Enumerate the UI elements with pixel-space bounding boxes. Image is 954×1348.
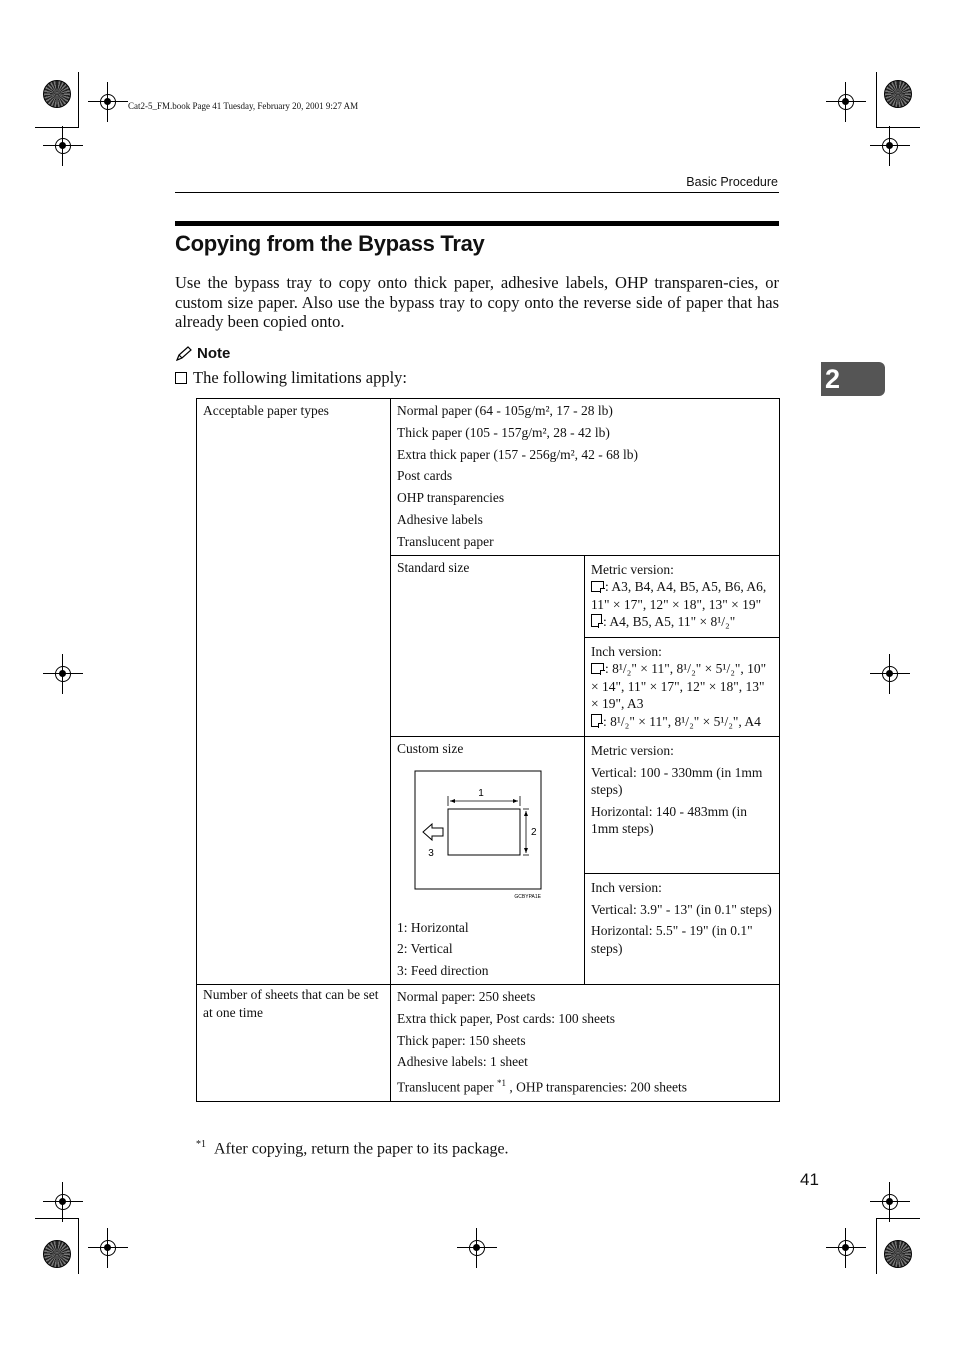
note-heading [175, 345, 230, 362]
legend-item: 2: Vertical [397, 941, 453, 957]
crosshair-mark [870, 126, 910, 166]
list-item: Thick paper (105 - 157g/m², 28 - 42 lb) [397, 424, 610, 440]
inch-vertical: Vertical: 3.9" - 13" (in 0.1" steps) [591, 901, 772, 917]
crosshair-mark [88, 1228, 128, 1268]
crop-line [876, 1218, 920, 1219]
standard-size-label: Standard size [391, 555, 585, 737]
crosshair-mark [870, 1182, 910, 1222]
list-item: Extra thick paper (157 - 256g/m², 42 - 68 lb) [397, 446, 638, 462]
registration-disc-bottom-left [43, 1240, 71, 1268]
paper-types-cell [391, 399, 780, 556]
note-bullet-text: The following limitations apply: [193, 368, 408, 387]
note-bullet [175, 368, 407, 388]
custom-size-label: Custom size [397, 741, 464, 757]
crosshair-mark [43, 654, 83, 694]
crop-line [78, 72, 79, 128]
list-item: Translucent paper $^{*1}$ , OHP transparencies: 200 sheets [397, 1078, 687, 1095]
list-item: Adhesive labels [397, 511, 483, 527]
landscape-orientation-icon [591, 663, 604, 674]
custom-inch-cell [585, 874, 780, 985]
pencil-icon [175, 346, 193, 362]
list-item: Thick paper: 150 sheets [397, 1032, 526, 1048]
crosshair-mark [43, 1182, 83, 1222]
figure-code: GCBYPA1E [514, 893, 541, 900]
crosshair-mark [826, 1228, 866, 1268]
landscape-orientation-icon [591, 581, 604, 592]
registration-disc-top-right [884, 80, 912, 108]
portrait-orientation-icon [591, 614, 602, 627]
crosshair-mark [870, 654, 910, 694]
figure-label-3: 3 [428, 847, 434, 859]
custom-metric-cell [585, 737, 780, 874]
list-item: Normal paper: 250 sheets [397, 989, 536, 1005]
title-bar [175, 221, 779, 226]
metric-title: Metric version: [591, 561, 674, 577]
footnote [196, 1139, 509, 1158]
crop-line [35, 1218, 79, 1219]
list-item: OHP transparencies [397, 490, 505, 506]
inch-title: Inch version: [591, 880, 662, 896]
legend-item: 3: Feed direction [397, 963, 489, 979]
header-rule [175, 192, 779, 193]
footnote-ref: *1 [496, 1078, 506, 1089]
portrait-orientation-icon [591, 714, 602, 727]
figure-label-1: 1 [478, 787, 484, 799]
legend-item: 1: Horizontal [397, 919, 469, 935]
metric-vertical: Vertical: 100 - 330mm (in 1mm steps) [591, 764, 763, 798]
inch-title: Inch version: [591, 643, 662, 659]
table-row [197, 399, 780, 556]
section-title: Copying from the Bypass Tray [175, 231, 485, 256]
running-header: Basic Procedure [686, 175, 778, 189]
crosshair-mark [457, 1228, 497, 1268]
crosshair-mark [826, 82, 866, 122]
inch-horizontal: Horizontal: 5.5" - 19" (in 0.1" steps) [591, 923, 753, 956]
list-item: Translucent paper [397, 533, 494, 549]
list-item: Post cards [397, 468, 453, 484]
list-item: Adhesive labels: 1 sheet [397, 1054, 528, 1070]
crop-line [35, 127, 79, 128]
intro-paragraph: Use the bypass tray to copy onto thick paper, adhesive labels, OHP transparen-cies, or custom size paper. Also use the bypass tray to copy onto the reverse side of paper that has already been copied onto. [175, 273, 779, 332]
footnote-text: After copying, return the paper to its package. [214, 1140, 509, 1158]
standard-inch-cell: Inch version: : 8¹/₂" × 11", 8¹/₂" × 5¹/₂", 10" × 14", 11" × 17", 12" × 18", 13" × 19", A3 : 8¹/₂" × 11", 8¹/₂" × 5¹/₂", A4 [585, 637, 780, 737]
custom-size-cell [391, 737, 585, 985]
metric-title: Metric version: [591, 743, 674, 759]
registration-disc-bottom-right [884, 1240, 912, 1268]
metric-horizontal: Horizontal: 140 - 483mm (in 1mm steps) [591, 803, 747, 837]
crosshair-mark [88, 82, 128, 122]
page-number: 41 [800, 1170, 819, 1189]
row-label-paper-types: Acceptable paper types [197, 399, 391, 985]
footnote-mark: *1 [196, 1139, 206, 1150]
limitations-table [196, 398, 780, 1102]
custom-size-figure [414, 770, 544, 907]
crop-line [78, 1218, 79, 1274]
note-label: Note [197, 345, 231, 362]
paper-dimension-diagram [414, 770, 544, 900]
row-label-sheets: Number of sheets that can be set at one time [197, 985, 391, 1101]
checkbox-bullet-icon [175, 372, 187, 384]
registration-disc-top-left [43, 80, 71, 108]
table-row [197, 985, 780, 1101]
figure-label-2: 2 [531, 826, 537, 838]
chapter-tab: 2 [821, 362, 885, 396]
crosshair-mark [43, 126, 83, 166]
list-item: Extra thick paper, Post cards: 100 sheets [397, 1010, 616, 1026]
crop-line [876, 1218, 877, 1274]
book-info-line: Cat2-5_FM.book Page 41 Tuesday, February 20, 2001 9:27 AM [128, 101, 359, 111]
list-item: Normal paper (64 - 105g/m², 17 - 28 lb) [397, 403, 613, 418]
crop-line [876, 127, 920, 128]
crop-line [876, 72, 877, 128]
standard-metric-cell: Metric version: : A3, B4, A4, B5, A5, B6, A6, 11" × 17", 12" × 18", 13" × 19" : A4, B5, A5, 11" × 8¹/₂" [585, 555, 780, 637]
sheets-cell [391, 985, 780, 1101]
